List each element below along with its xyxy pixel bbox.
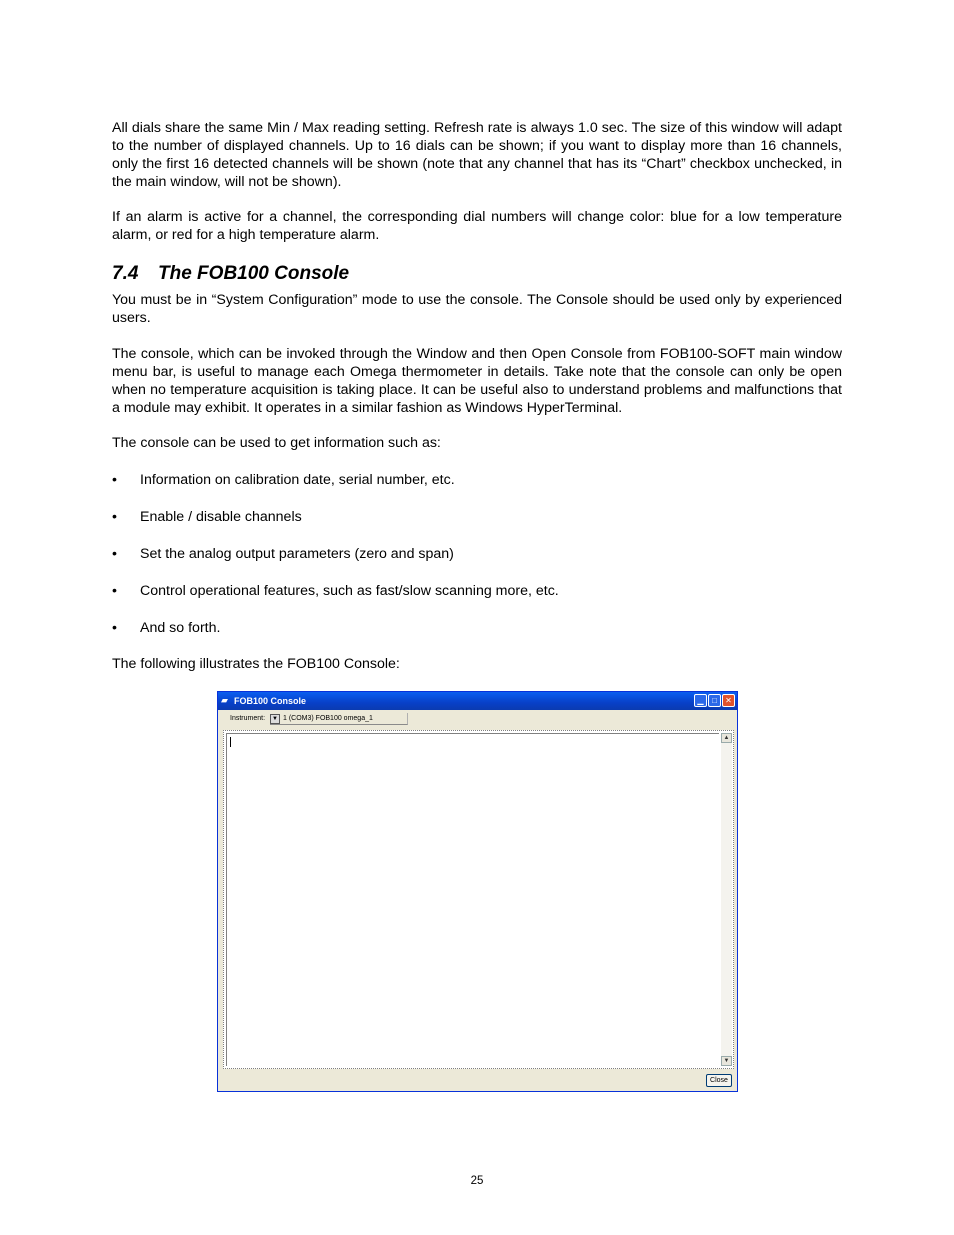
list-item-text: Control operational features, such as fast/slow scanning more, etc. [140,583,559,599]
instrument-value: 1 (COM3) FOB100 omega_1 [283,715,373,722]
bullet-marker: • [112,620,117,636]
list-item-text: Set the analog output parameters (zero and span) [140,546,454,562]
list-item-text: Enable / disable channels [140,509,302,525]
close-icon[interactable]: ✕ [722,694,735,707]
bullet-marker: • [112,472,117,488]
window-titlebar [218,692,737,710]
window-title: FOB100 Console [234,696,307,706]
paragraph-console-uses: The console can be used to get information such as: [112,435,441,451]
paragraph-alarm-color: If an alarm is active for a channel, the corresponding dial numbers will change color: blue for a low temperature alarm, or red for a high temperature alarm. [112,209,842,243]
chevron-down-icon[interactable]: ▼ [270,714,280,724]
instrument-label: Instrument: [230,715,266,722]
paragraph-system-config: You must be in “System Configuration” mode to use the console. The Console should be used only by experienced users. [112,292,842,326]
section-title: The FOB100 Console [158,263,350,284]
section-heading [112,262,349,286]
vertical-scrollbar[interactable] [721,733,732,1066]
console-window-screenshot [217,691,738,1092]
paragraph-console-description: The console, which can be invoked through the Window and then Open Console from FOB100-SOFT main window menu bar, is useful to manage each Omega thermometer in details. Take note that the console can only be open when no temperature acquisition is taking place. It can be useful also to understand problems and malfunctions that a module may exhibit. It operates in a similar fashion as Windows HyperTerminal. [112,346,842,416]
paragraph-illustration-intro: The following illustrates the FOB100 Console: [112,656,400,672]
instrument-select[interactable] [270,713,408,725]
app-icon: ▰ [221,695,228,705]
minimize-icon[interactable]: ▁ [694,694,707,707]
maximize-icon[interactable]: □ [708,694,721,707]
list-item-text: Information on calibration date, serial number, etc. [140,472,455,488]
close-button[interactable]: Close [706,1074,732,1087]
scroll-down-icon[interactable]: ▼ [721,1056,732,1066]
console-output-area[interactable] [223,730,734,1069]
bullet-marker: • [112,583,117,599]
list-item-text: And so forth. [140,620,221,636]
section-number: 7.4 [112,263,139,284]
scroll-up-icon[interactable]: ▲ [721,733,732,743]
paragraph-dials-settings: All dials share the same Min / Max reading setting. Refresh rate is always 1.0 sec. The size of this window will adapt to the number of displayed channels. Up to 16 dials can be shown; if you want to display more than 16 channels, only the first 16 detected channels will be shown (note that any channel that has its “Chart” checkbox unchecked, in the main window, will not be shown). [112,120,842,190]
bullet-marker: • [112,509,117,525]
console-text-field[interactable] [226,733,719,1066]
page-number: 25 [470,1175,484,1187]
bullet-marker: • [112,546,117,562]
text-caret [230,737,231,747]
